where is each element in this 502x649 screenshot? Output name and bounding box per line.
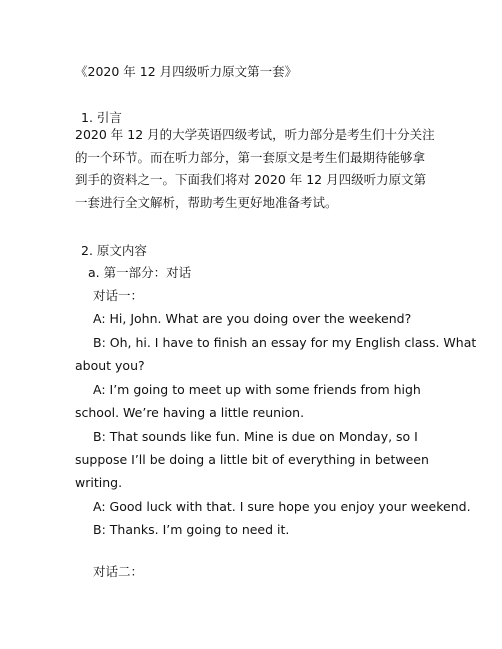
dialogue-2-label: 对话二： xyxy=(93,564,144,579)
content-heading: 2. 原文内容 xyxy=(81,243,147,258)
dialogue-line-continued: suppose I’ll be doing a little bit of everything in between xyxy=(75,452,429,467)
dialogue-line: A: Hi, John. What are you doing over the weekend? xyxy=(93,311,412,326)
dialogue-line: B: Thanks. I’m going to need it. xyxy=(93,522,290,537)
intro-paragraph: 2020 年 12 月的大学英语四级考试，听力部分是考生们十分关注的一个环节。而在听力部分，第一套原文是考生们最期待能够拿到手的资料之一。下面我们将对 2020 年 12 月四级听力原文第一套进行全文解析，帮助考生更好地准备考试。 xyxy=(75,127,435,210)
document-title: 《2020 年 12 月四级听力原文第一套》 xyxy=(75,64,298,79)
dialogue-line: A: I’m going to meet up with some friends from high xyxy=(93,382,421,397)
dialogue-line-continued: writing. xyxy=(75,475,123,490)
part-a-heading: a. 第一部分：对话 xyxy=(88,265,192,280)
dialogue-line: B: Oh, hi. I have to finish an essay for my English class. What xyxy=(93,335,477,350)
intro-heading: 1. 引言 xyxy=(81,110,122,125)
dialogue-line: A: Good luck with that. I sure hope you enjoy your weekend. xyxy=(93,499,471,514)
dialogue-1-label: 对话一： xyxy=(93,288,144,303)
dialogue-line: B: That sounds like fun. Mine is due on Monday, so I xyxy=(93,429,418,444)
dialogue-line-continued: about you? xyxy=(75,358,145,373)
dialogue-line-continued: school. We’re having a little reunion. xyxy=(75,405,305,420)
